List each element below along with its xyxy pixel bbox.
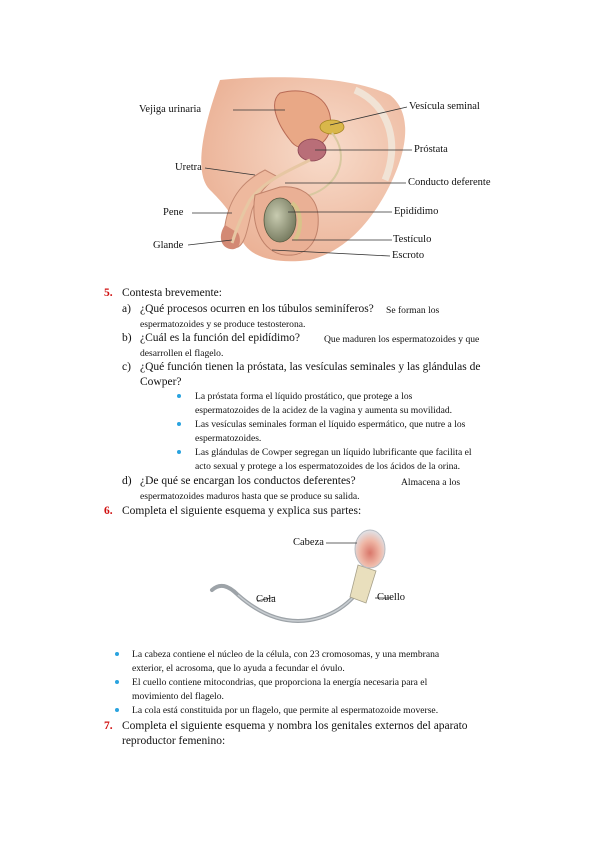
q5b-answer-2: desarrollen el flagelo.: [140, 348, 224, 359]
label-epididymis: Epidídimo: [394, 206, 439, 217]
label-vas-deferens: Conducto deferente: [408, 177, 491, 188]
q5b-question: ¿Cuál es la función del epidídimo?: [140, 332, 300, 344]
q5c-bullet-1-line-2: espermatozoides de la acidez de la vagina y aumenta su movilidad.: [195, 405, 453, 416]
male-label-lines: [0, 0, 600, 270]
bullet-dot: [115, 652, 119, 656]
bullet-dot: [115, 708, 119, 712]
q5d-answer-2: espermatozoides maduros hasta que se produce su salida.: [140, 491, 360, 502]
q5c-letter: c): [122, 361, 131, 373]
bullet-dot: [177, 450, 181, 454]
question-6-title: Completa el siguiente esquema y explica sus partes:: [122, 505, 362, 517]
q6-bullet-1-line-2: exterior, el acrosoma, que lo ayuda a fecundar el óvulo.: [132, 663, 345, 674]
question-5-number: 5.: [104, 287, 113, 299]
q5a-letter: a): [122, 303, 131, 315]
q5d-letter: d): [122, 475, 132, 487]
label-penis: Pene: [163, 207, 184, 218]
bullet-dot: [115, 680, 119, 684]
q5c-bullet-2-line-2: espermatozoides.: [195, 433, 262, 444]
sperm-label-tail: Cola: [256, 594, 276, 605]
label-glans: Glande: [153, 240, 184, 251]
q5c-question-1: ¿Qué función tienen la próstata, las vesículas seminales y las glándulas de: [140, 361, 481, 373]
label-prostate: Próstata: [414, 144, 448, 155]
label-testicle: Testículo: [393, 234, 432, 245]
question-7-title-2: reproductor femenino:: [122, 735, 226, 747]
q5c-bullet-2-line-1: Las vesículas seminales forman el líquido espermático, que nutre a los: [195, 419, 466, 430]
q5b-letter: b): [122, 332, 132, 344]
q5c-bullet-1-line-1: La próstata forma el líquido prostático, que protege a los: [195, 391, 413, 402]
question-6-number: 6.: [104, 505, 113, 517]
q6-bullet-3-line-1: La cola está constituida por un flagelo, que permite al espermatozoide moverse.: [132, 705, 439, 716]
q5d-answer: Almacena a los: [401, 477, 461, 488]
bullet-dot: [177, 394, 181, 398]
question-7-number: 7.: [104, 720, 113, 732]
q6-bullet-2-line-1: El cuello contiene mitocondrias, que proporciona la energía necesaria para el: [132, 677, 428, 688]
question-7-title-1: Completa el siguiente esquema y nombra los genitales externos del aparato: [122, 720, 468, 732]
q5a-answer: Se forman los: [386, 305, 440, 316]
q5b-answer: Que maduren los espermatozoides y que: [324, 334, 480, 345]
label-seminal-vesicle: Vesícula seminal: [409, 101, 480, 112]
q5c-question-2: Cowper?: [140, 376, 182, 388]
sperm-label-neck: Cuello: [377, 592, 405, 603]
q5d-question: ¿De qué se encargan los conductos deferentes?: [140, 475, 356, 487]
q5a-question: ¿Qué procesos ocurren en los túbulos seminíferos?: [140, 303, 374, 315]
sperm-label-head: Cabeza: [293, 537, 324, 548]
q5c-bullet-3-line-1: Las glándulas de Cowper segregan un líquido lubrificante que facilita el: [195, 447, 472, 458]
q5c-bullet-3-line-2: acto sexual y protege a los espermatozoides de los ácidos de la orina.: [195, 461, 461, 472]
q5a-answer-2: espermatozoides y se produce testosterona.: [140, 319, 306, 330]
label-urethra: Uretra: [175, 162, 202, 173]
question-5-title: Contesta brevemente:: [122, 287, 222, 299]
label-scrotum: Escroto: [392, 250, 425, 261]
bullet-dot: [177, 422, 181, 426]
label-bladder: Vejiga urinaria: [139, 104, 202, 115]
q6-bullet-1-line-1: La cabeza contiene el núcleo de la célula, con 23 cromosomas, y una membrana: [132, 649, 440, 660]
q6-bullet-2-line-2: movimiento del flagelo.: [132, 691, 224, 702]
